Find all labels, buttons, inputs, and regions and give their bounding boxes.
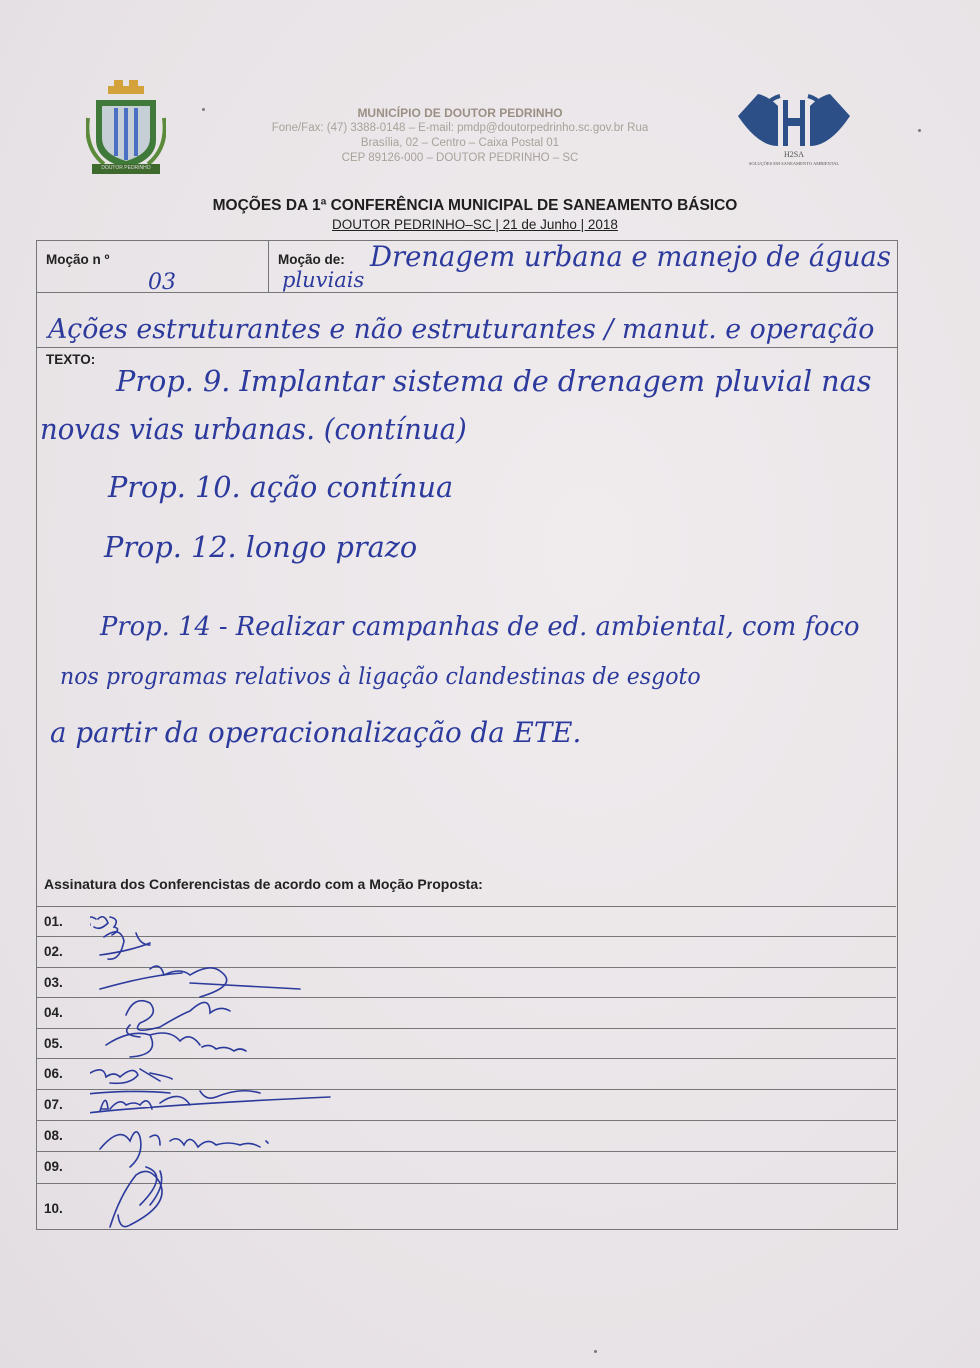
texto-line-4: Prop. 12. longo prazo [104,530,418,564]
sig-row-02: 02. [44,944,63,959]
contact-line-1: Fone/Fax: (47) 3388-0148 – E-mail: pmdp@doutorpedrinho.sc.gov.br Rua [271,122,649,134]
contact-line-2: Brasília, 02 – Centro – Caixa Postal 01 [360,137,560,149]
crest-ribbon-text: DOUTOR PEDRINHO [101,165,151,171]
document-subtitle: DOUTOR PEDRINHO–SC | 21 de Junho | 2018 [332,217,618,232]
texto-line-7: a partir da operacionalização da ETE. [50,716,582,749]
texto-line-2: novas vias urbanas. (contínua) [40,412,467,446]
texto-row-rule [36,347,898,348]
sig-row-01: 01. [44,914,63,929]
mocao-de-value-line-1: Drenagem urbana e manejo de águas [370,240,891,273]
sig-row-03: 03. [44,975,63,990]
paper-speck [594,1350,597,1353]
signatures-title: Assinatura dos Conferencistas de acordo com a Moção Proposta: [44,876,483,892]
paper-speck [202,108,205,111]
sig-row-09: 09. [44,1159,63,1174]
handwritten-signatures [90,905,410,1235]
texto-line-3: Prop. 10. ação contínua [108,470,454,504]
h2sa-logo-subtext: SOLUÇÕES EM SANEAMENTO AMBIENTAL [748,161,840,166]
municipality-header [230,106,690,166]
sig-row-06: 06. [44,1066,63,1081]
h2sa-logo-icon [728,86,860,172]
mocao-de-label: Moção de: [278,252,345,267]
texto-line-1: Prop. 9. Implantar sistema de drenagem pluvial nas [116,364,872,398]
contact-line-3: CEP 89126-000 – DOUTOR PEDRINHO – SC [341,152,579,164]
texto-line-5: Prop. 14 - Realizar campanhas de ed. ambiental, com foco [100,612,860,642]
mocao-de-value-line-2: pluviais [282,268,365,292]
sig-row-04: 04. [44,1005,63,1020]
municipality-name: MUNICÍPIO DE DOUTOR PEDRINHO [357,106,563,120]
mocao-number-value: 03 [148,270,176,295]
header-cell-divider [268,240,269,292]
texto-label: TEXTO: [46,352,96,367]
h2sa-logo-text: H2SA [783,150,804,159]
mocao-number-label: Moção n º [46,252,110,267]
sig-row-08: 08. [44,1128,63,1143]
paper-speck [918,129,921,132]
sig-row-07: 07. [44,1097,63,1112]
sig-row-05: 05. [44,1036,63,1051]
texto-line-6: nos programas relativos à ligação clandestinas de esgoto [60,664,701,690]
acoes-line: Ações estruturantes e não estruturantes / manut. e operação [48,314,875,345]
sig-row-10: 10. [44,1201,63,1216]
document-title: MOÇÕES DA 1ª CONFERÊNCIA MUNICIPAL DE SANEAMENTO BÁSICO [212,197,738,214]
municipal-crest-icon [86,78,166,178]
